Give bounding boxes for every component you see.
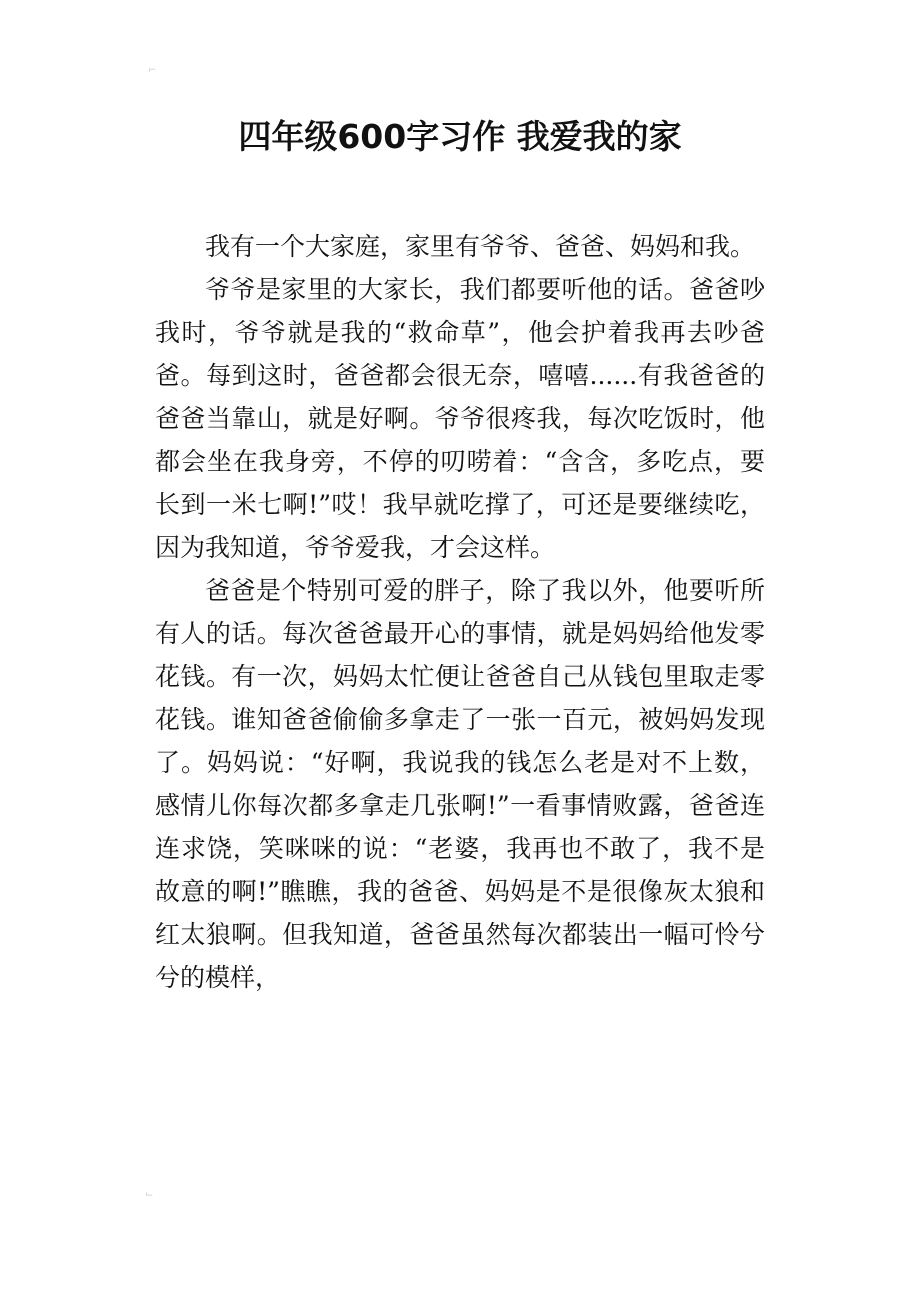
corner-mark-bottom: ⌙: [145, 1189, 154, 1200]
page-title: 四年级600字习作 我爱我的家: [238, 117, 682, 156]
corner-mark-top: ⌐: [148, 65, 157, 76]
paragraph-1: 我有一个大家庭，家里有爷爷、爸爸、妈妈和我。: [205, 232, 756, 261]
article-body: [155, 225, 765, 999]
paragraph-3: 爸爸是个特别可爱的胖子，除了我以外，他要听所有人的话。每次爸爸最开心的事情，就是妈妈给他发零花钱。有一次，妈妈太忙便让爸爸自己从钱包里取走零花钱。谁知爸爸偷偷多拿走了一张一百元，被妈妈发现了。妈妈说：“好啊，我说我的钱怎么老是对不上数，感情儿你每次都多拿走几张啊!”一看事情败露，爸爸连连求饶，笑咪咪的说：“老婆，我再也不敢了，我不是故意的啊!”瞧瞧，我的爸爸、妈妈是不是很像灰太狼和红太狼啊。但我知道，爸爸虽然每次都装出一幅可怜兮兮的模样，: [155, 576, 765, 992]
paragraph-2: 爷爷是家里的大家长，我们都要听他的话。爸爸吵我时，爷爷就是我的“救命草”，他会护着我再去吵爸爸。每到这时，爸爸都会很无奈，嘻嘻......有我爸爸的爸爸当靠山，就是好啊。爷爷很疼我，每次吃饭时，他都会坐在我身旁，不停的叨唠着：“含含，多吃点，要长到一米七啊!”哎！我早就吃撑了，可还是要继续吃，因为我知道，爷爷爱我，才会这样。: [155, 275, 765, 562]
